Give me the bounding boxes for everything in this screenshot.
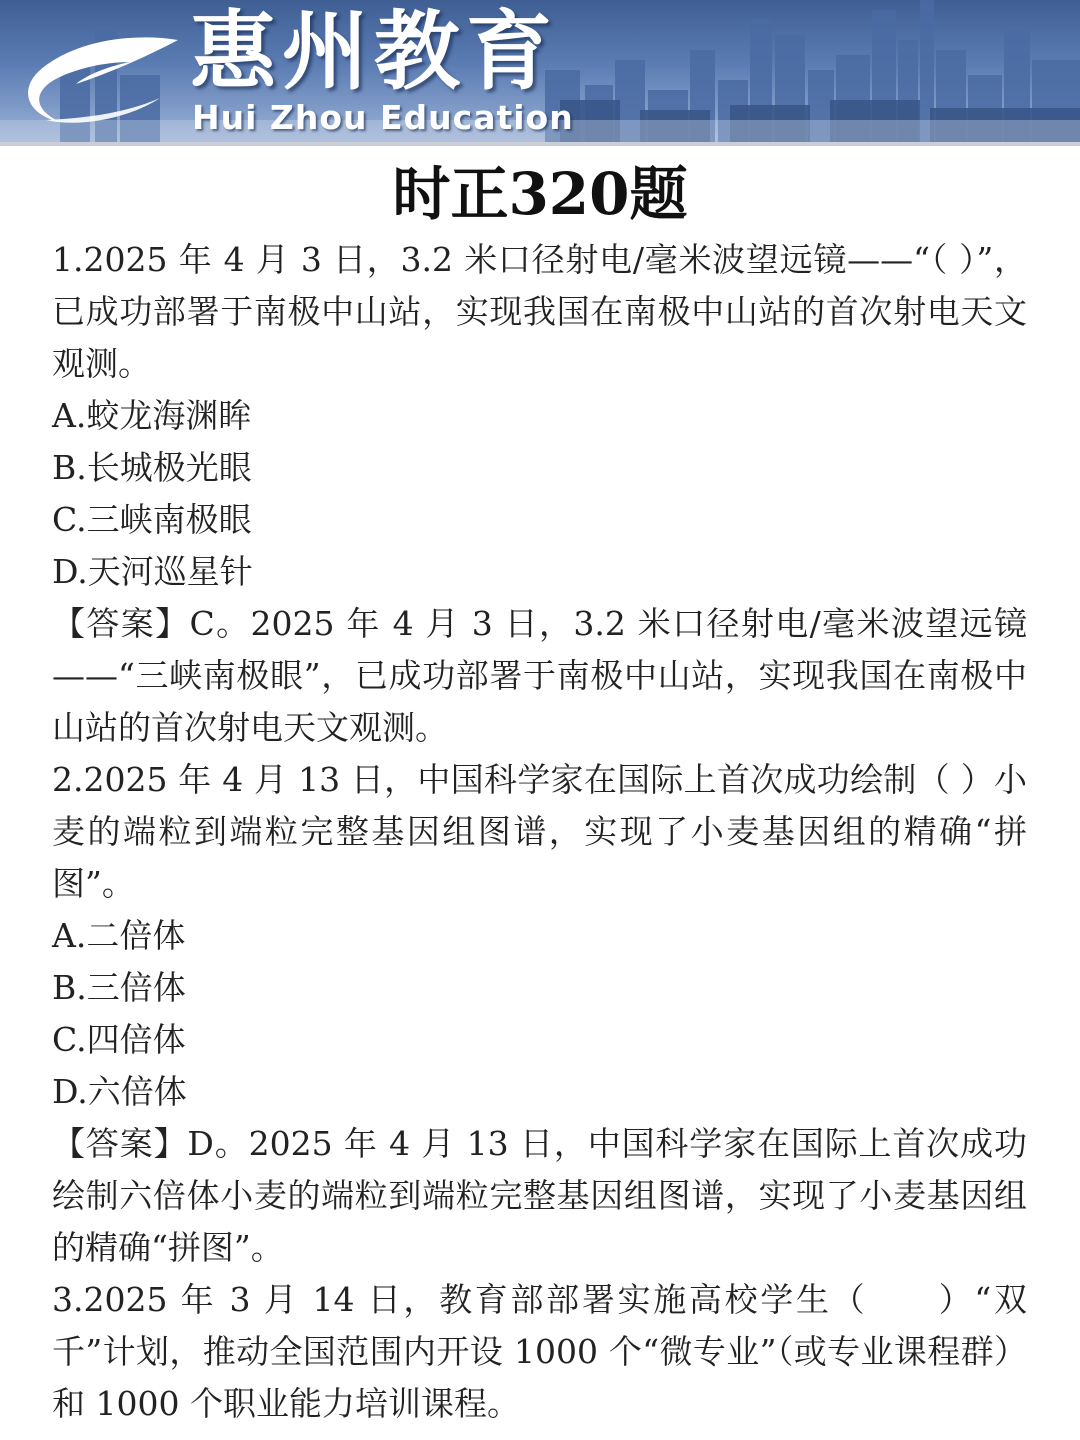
question-1-option-d: D.天河巡星针 [52,552,253,591]
question-1-option-a: A.蛟龙海渊眸 [52,396,252,435]
logo-swoosh-icon [10,22,190,132]
header-banner [0,0,1080,146]
question-1-stem: 1.2025 年 4 月 3 日，3.2 米口径射电/毫米波望远镜——“（ ）”，已成功部署于南极中山站，实现我国在南极中山站的首次射电天文观测。 [52,240,1027,383]
question-1-option-c: C.三峡南极眼 [52,500,252,539]
question-2-option-d: D.六倍体 [52,1072,187,1111]
page-title: 时正320题 [392,160,688,228]
brand-name-english: Hui Zhou Education [192,98,574,137]
question-2-stem: 2.2025 年 4 月 13 日，中国科学家在国际上首次成功绘制（ ）小麦的端粒到端粒完整基因组图谱，实现了小麦基因组的精确“拼图”。 [52,760,1027,903]
question-2-answer: 【答案】D。2025 年 4 月 13 日，中国科学家在国际上首次成功绘制六倍体小麦的端粒到端粒完整基因组图谱，实现了小麦基因组的精确“拼图”。 [52,1124,1027,1267]
question-1-answer: 【答案】C。2025 年 4 月 3 日，3.2 米口径射电/毫米波望远镜——“三峡南极眼”，已成功部署于南极中山站，实现我国在南极中山站的首次射电天文观测。 [52,604,1027,747]
brand-name-chinese: 惠州教育 [190,2,558,102]
question-3-stem: 3.2025 年 3 月 14 日，教育部部署实施高校学生（ ）“双千”计划，推动全国范围内开设 1000 个“微专业”（或专业课程群）和 1000 个职业能力培训课程。 [52,1280,1027,1423]
question-2-option-c: C.四倍体 [52,1020,186,1059]
question-2-option-b: B.三倍体 [52,968,186,1007]
question-2-option-a: A.二倍体 [52,916,186,955]
question-list [52,234,1027,1430]
question-1-option-b: B.长城极光眼 [52,448,252,487]
